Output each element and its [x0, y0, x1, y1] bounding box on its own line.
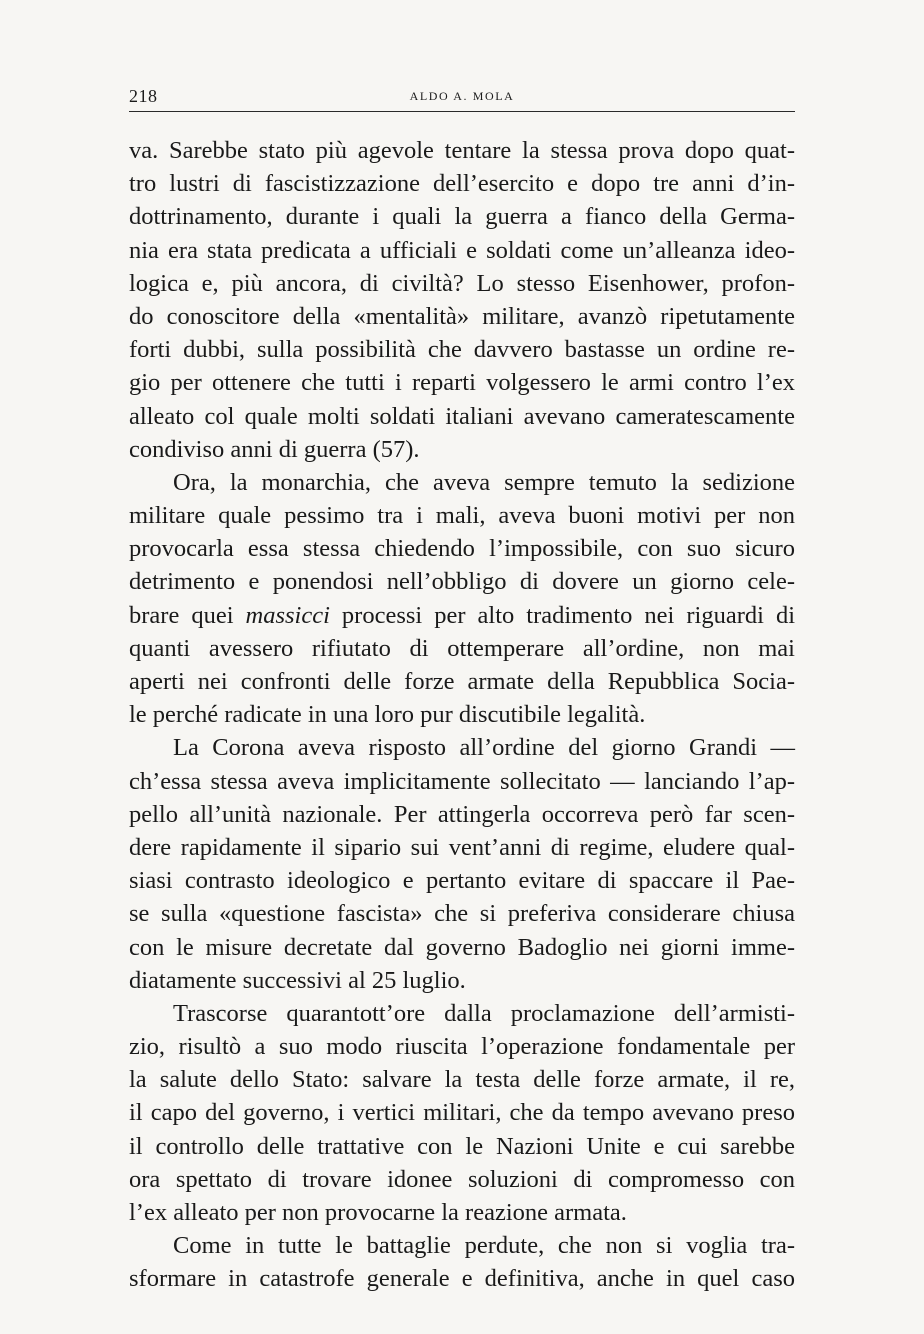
text-line: il capo del governo, i vertici militari, che da tempo avevano preso [129, 1099, 795, 1127]
line-segment: processi per alto tradimento nei riguardi di [329, 601, 795, 629]
text-line: tro lustri di fascistizzazione dell’esercito e dopo tre anni d’in- [129, 170, 795, 198]
text-line: do conoscitore della «mentalità» militare, avanzò ripetutamente [129, 302, 795, 330]
text-line: dere rapidamente il sipario sui vent’anni di regime, eludere qual- [129, 833, 795, 861]
text-line: forti dubbi, sulla possibilità che davvero bastasse un ordine re- [129, 336, 795, 364]
text-line: Come in tutte le battaglie perdute, che non si voglia tra- [173, 1232, 795, 1260]
text-line: gio per ottenere che tutti i reparti volgessero le armi contro l’ex [129, 369, 795, 397]
text-line: aperti nei confronti delle forze armate della Repubblica Socia- [129, 668, 795, 695]
text-line: dottrinamento, durante i quali la guerra a fianco della Germa- [129, 203, 795, 231]
line-segment: brare quei [129, 601, 246, 629]
text-line: zio, risultò a suo modo riuscita l’operazione fondamentale per [129, 1033, 795, 1061]
text-line-with-italic [129, 599, 795, 632]
text-line: sformare in catastrofe generale e definitiva, anche in quel caso [129, 1265, 795, 1293]
text-line: Trascorse quarantott’ore dalla proclamazione dell’armisti- [173, 999, 795, 1027]
text-line: se sulla «questione fascista» che si preferiva considerare chiusa [129, 900, 795, 928]
text-line: provocarla essa stessa chiedendo l’impossibile, con suo sicuro [129, 535, 795, 563]
text-line: diatamente successivi al 25 luglio. [129, 966, 466, 994]
text-line: detrimento e ponendosi nell’obbligo di dovere un giorno cele- [129, 568, 795, 596]
text-line: va. Sarebbe stato più agevole tentare la stessa prova dopo quat- [129, 137, 795, 164]
text-line: siasi contrasto ideologico e pertanto evitare di spaccare il Pae- [129, 867, 795, 895]
text-line: il controllo delle trattative con le Nazioni Unite e cui sarebbe [129, 1132, 795, 1160]
text-line: pello all’unità nazionale. Per attingerla occorreva però far scen- [129, 800, 795, 828]
text-line: l’ex alleato per non provocarne la reazione armata. [129, 1199, 627, 1226]
header-rule [129, 111, 795, 112]
running-head: ALDO A. MOLA [409, 89, 515, 103]
text-line: la salute dello Stato: salvare la testa delle forze armate, il re, [129, 1066, 795, 1094]
text-line: condiviso anni di guerra (57). [129, 435, 420, 463]
text-line: Ora, la monarchia, che aveva sempre temuto la sedizione [173, 468, 795, 496]
page-number: 218 [129, 86, 158, 106]
text-line: ch’essa stessa aveva implicitamente sollecitato — lanciando l’ap- [129, 767, 795, 795]
text-line: ora spettato di trovare idonee soluzioni di compromesso con [129, 1165, 795, 1193]
text-line: logica e, più ancora, di civiltà? Lo stesso Eisenhower, profon- [129, 269, 795, 297]
text-line: quanti avessero rifiutato di ottemperare all’ordine, non mai [129, 634, 795, 662]
text-line: militare quale pessimo tra i mali, aveva buoni motivi per non [129, 502, 795, 530]
page-header [129, 86, 795, 110]
italic-word: massicci [245, 601, 330, 629]
body-text [129, 134, 795, 1296]
text-line: alleato col quale molti soldati italiani avevano cameratescamente [129, 402, 795, 430]
text-line: con le misure decretate dal governo Badoglio nei giorni imme- [129, 933, 795, 961]
text-line: La Corona aveva risposto all’ordine del giorno Grandi — [173, 734, 795, 762]
text-line: nia era stata predicata a ufficiali e soldati come un’alleanza ideo- [129, 236, 795, 264]
text-line: le perché radicate in una loro pur discutibile legalità. [129, 701, 646, 729]
